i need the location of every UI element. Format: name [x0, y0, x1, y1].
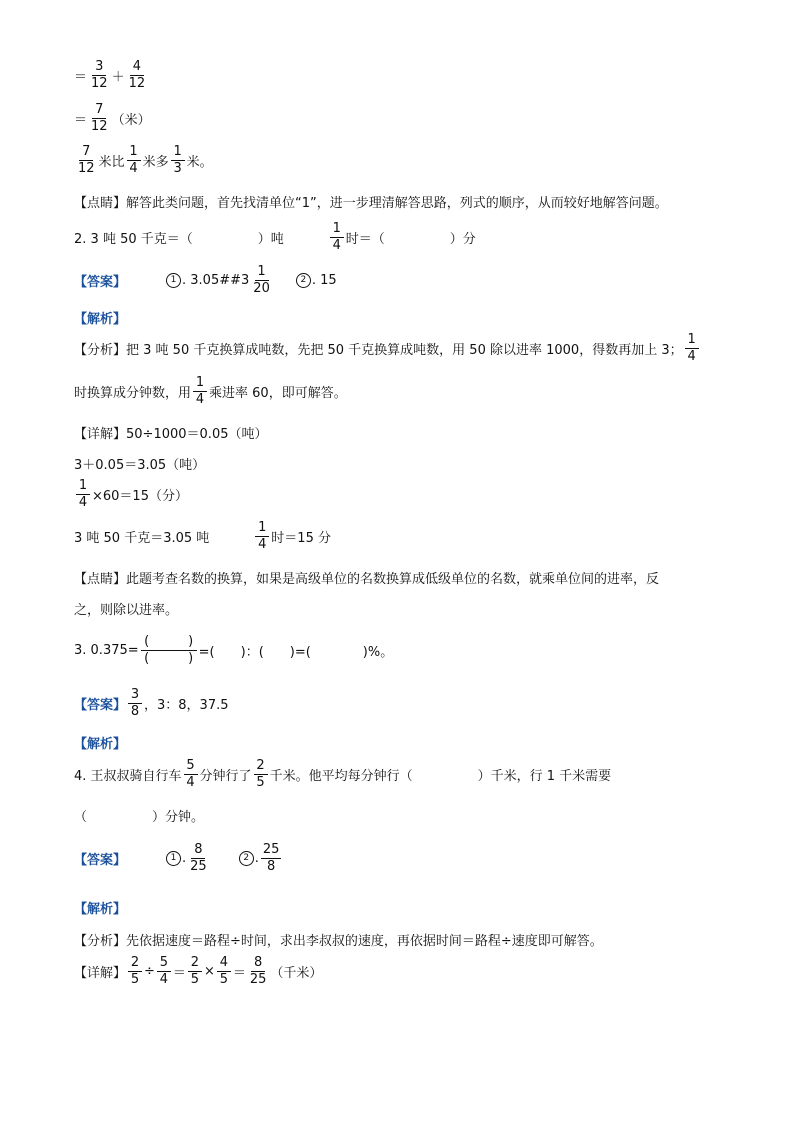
- answer-text: . 3.05##3: [182, 272, 250, 288]
- equals-sign: ＝: [74, 69, 88, 85]
- fraction: $\frac{1}{4}$: [255, 521, 269, 551]
- detail-text: 3＋0.05＝3.05（吨）: [74, 458, 206, 473]
- unit-text: （千米）: [270, 965, 323, 981]
- equals-sign: ＝: [232, 965, 246, 981]
- analysis-text: 把 3 吨 50 千克换算成吨数，先把 50 千克换算成吨数，用 50 除以进率 1000，得数再加上 3；: [126, 342, 683, 358]
- explain-tag: 【解析】: [74, 902, 127, 917]
- fraction: $\frac{3}{8}$: [128, 688, 142, 718]
- answer-tag: 【答案】: [74, 852, 127, 868]
- detail-tag: 【详解】: [74, 427, 127, 442]
- detail-text: 时＝15 分: [271, 530, 331, 546]
- question-text: （ ）分钟。: [74, 810, 205, 825]
- fraction: $\frac{4}{12}$: [128, 59, 146, 91]
- answer-text: . 15: [311, 272, 337, 288]
- analysis-text: 时换算成分钟数，用: [74, 385, 192, 401]
- q2-detail-line-3: [74, 479, 188, 509]
- fraction: $\frac{2}{5}$: [128, 956, 142, 986]
- operator: ×: [203, 963, 215, 979]
- fraction: $\frac{4}{5}$: [217, 956, 231, 986]
- fraction: $\frac{7}{12}$: [78, 144, 95, 176]
- fraction: $\frac{25}{8}$: [262, 842, 280, 874]
- detail-tag: 【详解】: [74, 965, 127, 981]
- q4-prompt-line-1: [74, 759, 611, 789]
- question-text: 分钟行了: [199, 768, 252, 784]
- q4-answer: [74, 843, 283, 873]
- q4-prompt-line-2: [74, 806, 204, 825]
- dot: .: [254, 850, 259, 866]
- q2-comment-line-1: [74, 568, 659, 587]
- text: 米多: [142, 154, 169, 170]
- analysis-text: 先依据速度＝路程÷时间，求出李叔叔的速度，再依据时间＝路程÷速度即可解答。: [126, 934, 603, 949]
- question-text: 4. 王叔叔骑自行车: [74, 768, 182, 784]
- fraction: $\frac{8}{25}$: [190, 842, 207, 874]
- q2-detail-line-2: [74, 454, 205, 473]
- detail-text: 3 吨 50 千克＝3.05 吨: [74, 530, 210, 546]
- fraction: $\frac{5}{4}$: [184, 759, 198, 789]
- q4-explain: [74, 898, 126, 917]
- fraction: $\frac{1}{4}$: [330, 222, 344, 252]
- circled-number-1: 1: [166, 851, 181, 866]
- question-text: 3. 0.375=: [74, 642, 139, 658]
- question-text: 2. 3 吨 50 千克＝（ ）吨: [74, 231, 284, 247]
- fraction: $\frac{1}{4}$: [127, 145, 141, 175]
- circled-number-2: 2: [239, 851, 254, 866]
- q2-analysis-line-1: [74, 333, 701, 363]
- explain-tag: 【解析】: [74, 737, 127, 752]
- detail-text: 50÷1000＝0.05（吨）: [126, 427, 268, 442]
- unit-text: （米）: [111, 112, 151, 128]
- q3-answer: [74, 688, 229, 718]
- answer-tag: 【答案】: [74, 274, 127, 290]
- operator: ÷: [144, 963, 155, 979]
- fraction: $\frac{2}{5}$: [188, 956, 202, 986]
- q2-prompt: [74, 222, 476, 252]
- comment-tag: 【点睛】: [74, 196, 127, 211]
- q3-prompt: [74, 635, 393, 665]
- calc-line-1: [74, 60, 149, 90]
- fraction: $\frac{1}{4}$: [76, 479, 90, 509]
- plus-sign: ＋: [111, 69, 125, 85]
- fraction: $\frac{7}{12}$: [91, 102, 108, 134]
- fraction: $\frac{1}{20}$: [253, 264, 270, 296]
- answer-text: ，3：8，37.5: [144, 697, 229, 713]
- fraction: $\frac{1}{4}$: [685, 333, 699, 363]
- q3-explain: [74, 733, 126, 752]
- dot: .: [182, 850, 187, 866]
- q2-detail-line-1: [74, 423, 267, 442]
- q1-comment: [74, 192, 668, 211]
- fraction: $\frac{1}{4}$: [193, 376, 207, 406]
- explain-tag: 【解析】: [74, 312, 127, 327]
- q4-analysis: [74, 930, 603, 949]
- question-text: 千米。他平均每分钟行（ ）千米，行 1 千米需要: [269, 768, 612, 784]
- circled-number-1: 1: [166, 273, 181, 288]
- circled-number-2: 2: [296, 273, 311, 288]
- equals-sign: ＝: [74, 112, 88, 128]
- text: 米比: [98, 154, 125, 170]
- answer-tag: 【答案】: [74, 697, 127, 713]
- comment-text: 解答此类问题，首先找清单位“1”，进一步理清解答思路，列式的顺序，从而较好地解答问题。: [126, 196, 668, 211]
- text: 米。: [186, 154, 213, 170]
- q2-detail-line-4: [74, 521, 331, 551]
- q2-comment-line-2: [74, 599, 178, 618]
- fraction: $\frac{3}{12}$: [91, 59, 108, 91]
- blank-fraction: $\frac{( )}{( )}$: [141, 635, 197, 665]
- equals-sign: ＝: [172, 965, 186, 981]
- fraction: $\frac{8}{25}$: [249, 955, 267, 987]
- conclusion-line: [74, 145, 213, 175]
- comment-text: 此题考查名数的换算，如果是高级单位的名数换算成低级单位的名数，就乘单位间的进率，反: [126, 572, 660, 587]
- analysis-text: 乘进率 60，即可解答。: [209, 385, 347, 401]
- fraction: $\frac{2}{5}$: [254, 759, 268, 789]
- analysis-tag: 【分析】: [74, 342, 127, 358]
- q4-detail: [74, 956, 322, 986]
- q2-explain: [74, 308, 126, 327]
- question-text: 时＝（ ）分: [345, 231, 476, 247]
- comment-text: 之，则除以进率。: [74, 603, 179, 618]
- detail-text: ×60＝15（分）: [92, 488, 188, 504]
- analysis-tag: 【分析】: [74, 934, 127, 949]
- comment-tag: 【点睛】: [74, 572, 127, 587]
- q2-answer: [74, 265, 337, 295]
- fraction: $\frac{5}{4}$: [157, 956, 171, 986]
- q2-analysis-line-2: [74, 376, 347, 406]
- fraction: $\frac{1}{3}$: [171, 145, 185, 175]
- calc-line-2: [74, 103, 151, 133]
- question-text: =( )：( )=( )%。: [198, 644, 394, 660]
